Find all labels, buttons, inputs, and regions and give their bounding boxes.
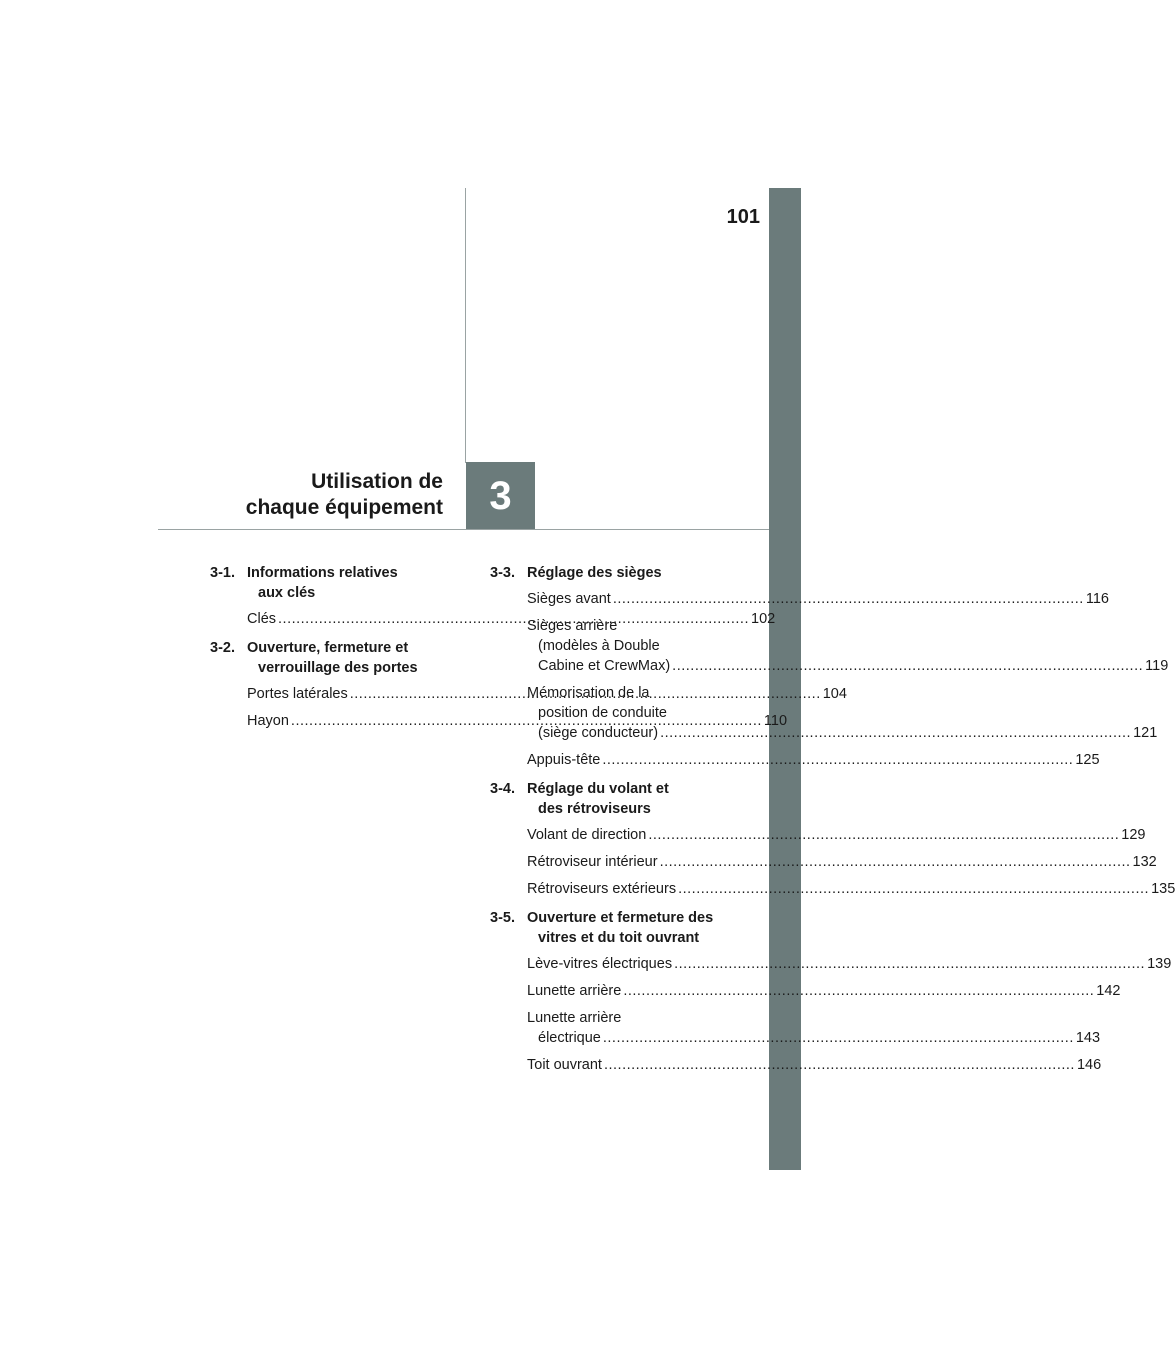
toc-entry[interactable] bbox=[490, 879, 1175, 899]
section-entries bbox=[490, 825, 1175, 899]
leader-dots bbox=[672, 656, 1143, 676]
entry-text bbox=[527, 879, 1175, 899]
entry-last-line bbox=[527, 656, 1168, 676]
section-heading bbox=[490, 779, 740, 819]
leader-dots bbox=[603, 1028, 1074, 1048]
entry-text bbox=[527, 825, 1146, 845]
entry-text bbox=[527, 954, 1171, 974]
entry-text bbox=[527, 683, 1157, 743]
entry-text bbox=[527, 981, 1121, 1001]
leader-dots bbox=[648, 825, 1119, 845]
toc-entry[interactable] bbox=[490, 825, 1146, 845]
entry-label: Sièges arrière bbox=[527, 618, 618, 634]
entry-last-line bbox=[527, 589, 1109, 609]
entry-text bbox=[527, 589, 1109, 609]
entry-last-line bbox=[527, 879, 1175, 899]
toc-entry[interactable] bbox=[490, 1055, 1102, 1075]
entry-page-number: 135 bbox=[1151, 881, 1175, 897]
header-rule bbox=[158, 529, 769, 530]
entry-last-line bbox=[527, 1055, 1101, 1075]
entry-page-number: 102 bbox=[751, 611, 776, 627]
entry-label: position de conduite bbox=[538, 705, 667, 721]
leader-dots bbox=[678, 879, 1149, 899]
section-title-line: Ouverture, fermeture et bbox=[247, 640, 409, 656]
entry-page-number: 116 bbox=[1085, 591, 1109, 607]
leader-dots bbox=[660, 723, 1131, 743]
section-number: 3-5. bbox=[490, 910, 515, 926]
entry-label: Hayon bbox=[247, 713, 289, 729]
section-title-line: Réglage du volant et bbox=[527, 781, 669, 797]
entry-page-number: 142 bbox=[1096, 983, 1121, 999]
entry-text bbox=[527, 750, 1100, 770]
chapter-title bbox=[246, 469, 443, 521]
leader-dots bbox=[613, 589, 1084, 609]
toc-entry[interactable] bbox=[490, 750, 1100, 770]
entry-last-line bbox=[527, 954, 1171, 974]
section-title-line: Ouverture et fermeture des bbox=[527, 910, 714, 926]
leader-dots bbox=[660, 852, 1131, 872]
entry-label: Clés bbox=[247, 611, 277, 627]
entry-page-number: 143 bbox=[1075, 1030, 1101, 1046]
leader-dots bbox=[604, 1055, 1075, 1075]
section-title bbox=[527, 908, 740, 948]
toc-entry[interactable] bbox=[490, 981, 1121, 1001]
entry-label: Lunette arrière bbox=[527, 983, 622, 999]
toc-section bbox=[490, 779, 1175, 899]
entry-last-line bbox=[527, 750, 1100, 770]
entry-label: Lunette arrière bbox=[527, 1010, 622, 1026]
entry-page-number: 110 bbox=[763, 713, 788, 729]
entry-page-number: 132 bbox=[1132, 854, 1157, 870]
section-number: 3-4. bbox=[490, 781, 515, 797]
section-title bbox=[527, 563, 740, 583]
section-title-line: vitres et du toit ouvrant bbox=[538, 930, 700, 946]
entry-label: électrique bbox=[538, 1030, 601, 1046]
entry-label: Rétroviseur intérieur bbox=[527, 854, 658, 870]
entry-text bbox=[527, 1055, 1101, 1075]
section-title-line: verrouillage des portes bbox=[258, 660, 418, 676]
entry-last-line bbox=[527, 852, 1157, 872]
entry-page-number: 139 bbox=[1147, 956, 1172, 972]
entry-label: Cabine et CrewMax) bbox=[538, 658, 671, 674]
leader-dots bbox=[674, 954, 1145, 974]
section-title-line: des rétroviseurs bbox=[538, 801, 651, 817]
chapter-number: 3 bbox=[489, 473, 512, 518]
section-heading bbox=[490, 908, 740, 948]
toc-entry[interactable] bbox=[490, 1008, 1101, 1048]
entry-text bbox=[527, 616, 1168, 676]
entry-label: (siège conducteur) bbox=[538, 725, 659, 741]
entry-label: Lève-vitres électriques bbox=[527, 956, 673, 972]
section-title-line: aux clés bbox=[258, 585, 316, 601]
entry-label: Sièges avant bbox=[527, 591, 611, 607]
section-heading bbox=[210, 563, 460, 603]
chapter-title-line2: chaque équipement bbox=[245, 496, 443, 519]
entry-last-line bbox=[527, 723, 1157, 743]
vertical-divider bbox=[465, 188, 466, 463]
entry-label: Appuis-tête bbox=[527, 752, 601, 768]
entry-page-number: 104 bbox=[822, 686, 847, 702]
toc-entry[interactable] bbox=[490, 852, 1157, 872]
entry-page-number: 146 bbox=[1076, 1057, 1102, 1073]
section-title bbox=[247, 563, 460, 603]
entry-last-line bbox=[527, 825, 1146, 845]
section-title-line: Réglage des sièges bbox=[527, 565, 662, 581]
section-heading bbox=[490, 563, 740, 583]
page-number: 101 bbox=[726, 206, 760, 228]
chapter-number-box bbox=[466, 462, 535, 530]
entry-label: Volant de direction bbox=[527, 827, 647, 843]
chapter-title-line1: Utilisation de bbox=[311, 470, 443, 493]
section-entries bbox=[490, 954, 1172, 1075]
toc-entry[interactable] bbox=[490, 954, 1172, 974]
entry-page-number: 125 bbox=[1075, 752, 1100, 768]
section-title bbox=[247, 638, 460, 678]
entry-page-number: 129 bbox=[1121, 827, 1146, 843]
entry-page-number: 119 bbox=[1145, 658, 1169, 674]
entry-page-number: 121 bbox=[1133, 725, 1158, 741]
section-number: 3-2. bbox=[210, 640, 235, 656]
section-title bbox=[527, 779, 740, 819]
leader-dots bbox=[602, 750, 1073, 770]
toc-entry[interactable] bbox=[490, 589, 1109, 609]
toc-section bbox=[490, 908, 1172, 1075]
entry-label: Rétroviseurs extérieurs bbox=[527, 881, 677, 897]
entry-label: Toit ouvrant bbox=[527, 1057, 602, 1073]
entry-text bbox=[527, 852, 1157, 872]
section-number: 3-1. bbox=[210, 565, 235, 581]
entry-label: Mémorisation de la bbox=[527, 685, 650, 701]
entry-label: (modèles à Double bbox=[538, 638, 660, 654]
entry-text bbox=[527, 1008, 1100, 1048]
leader-dots bbox=[623, 981, 1094, 1001]
entry-last-line bbox=[527, 1028, 1100, 1048]
section-heading bbox=[210, 638, 460, 678]
section-title-line: Informations relatives bbox=[247, 565, 398, 581]
entry-label: Portes latérales bbox=[247, 686, 348, 702]
entry-last-line bbox=[527, 981, 1121, 1001]
section-number: 3-3. bbox=[490, 565, 515, 581]
